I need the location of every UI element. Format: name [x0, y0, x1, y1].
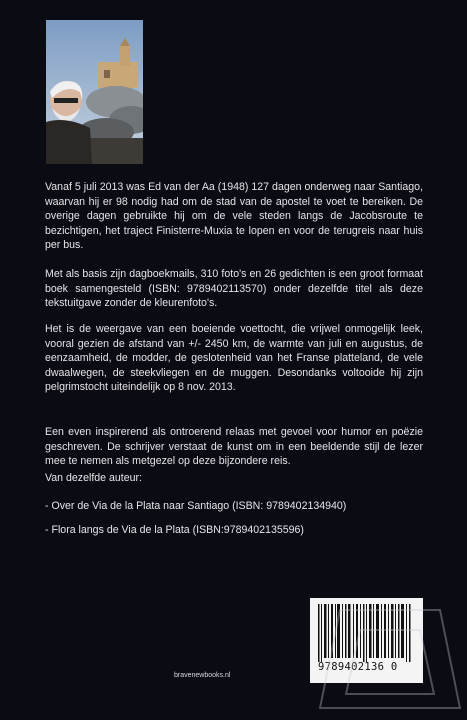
description-paragraph-3: Het is de weergave van een boeiende voettocht, die vrijwel onmogelijk leek, vooral gezien de afstand van +/- 2450 km, de warmte van juli en augustus, de eenzaamheid, de modder, de geslotenheid van het Franse platteland, de vele dwaalwegen, de steekvliegen en de muggen. Desondanks voltooide hij zijn pelgrimstocht uiteindelijk op 8 nov. 2013.: [45, 323, 423, 394]
description-paragraph-4: Een even inspirerend als ontroerend relaas met gevoel voor humor en poëzie geschreven. De schrijver verstaat de kunst om in een beeldende stijl de lezer mee te nemen als metgezel op deze bijzondere reis.: [45, 426, 423, 468]
other-work-item: - Over de Via de la Plata naar Santiago (ISBN: 9789402134940): [45, 500, 347, 512]
description-paragraph-1: Vanaf 5 juli 2013 was Ed van der Aa (1948) 127 dagen onderweg naar Santiago, waarvan hij er 98 nodig had om de stad van de apostel te voet te bereiken. De overige dagen gebruikte hij om de vele steden langs de Jacobsroute te bezichtigen, het traject Finisterre-Muxia te lopen en voor de terugreis naar huis per bus.: [45, 181, 423, 252]
isbn-digits: 9789402136 0: [318, 661, 398, 673]
author-photo: [46, 20, 143, 164]
publisher-name: bravenewbooks.nl: [174, 672, 231, 679]
description-paragraph-2: Met als basis zijn dagboekmails, 310 foto's en 26 gedichten is een groot formaat boek samengesteld (ISBN: 9789402113570) onder dezelfde titel als deze tekstuitgave zonder de kleurenfoto's.: [45, 268, 423, 310]
other-works-heading: Van dezelfde auteur:: [45, 472, 142, 484]
other-work-item: - Flora langs de Via de la Plata (ISBN:9789402135596): [45, 524, 304, 536]
isbn-barcode: [310, 598, 423, 683]
